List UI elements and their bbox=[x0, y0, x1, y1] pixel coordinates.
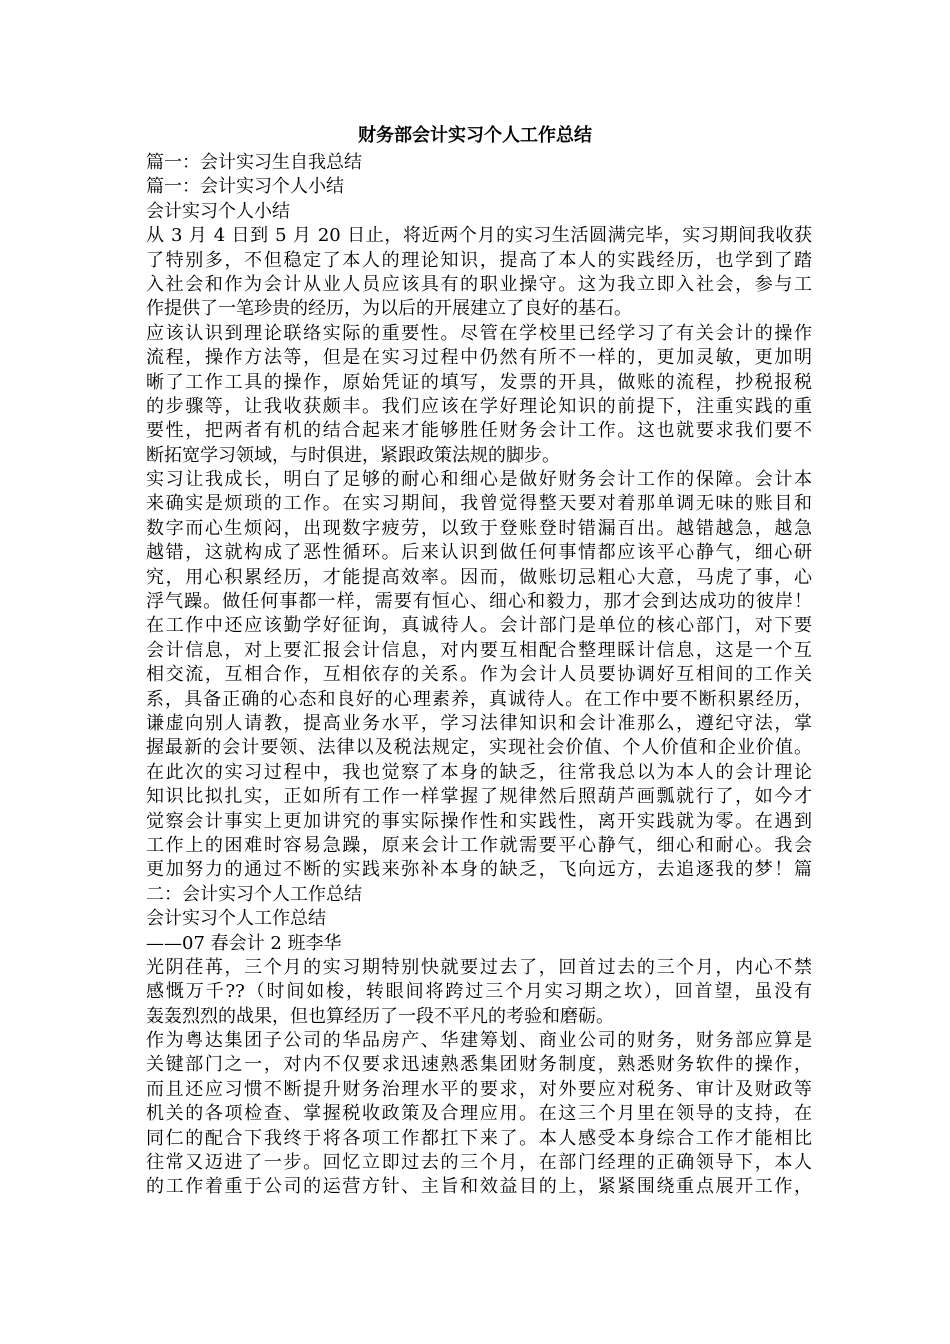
body-text-line: 入社会和作为会计从业人员应该具有的职业操守。这为我立即入社会，参与工 bbox=[146, 273, 812, 295]
body-text-line: 晰了工作工具的操作，原始凭证的填写，发票的开具，做账的流程，抄税报税 bbox=[146, 371, 812, 393]
body-text-line: 光阴荏苒，三个月的实习期特别快就要过去了，回首过去的三个月，内心不禁 bbox=[146, 956, 812, 978]
body-text-line: 知识比拟扎实，正如所有工作一样掌握了规律然后照葫芦画瓢就行了，如今才 bbox=[146, 786, 812, 808]
body-text-line: 从 3 月 4 日到 5 月 20 日止，将近两个月的实习生活圆满完毕，实习期间我收获 bbox=[146, 225, 812, 247]
body-text-line: 二：会计实习个人工作总结 bbox=[146, 883, 362, 905]
body-text-line: ——07 春会计 2 班李华 bbox=[146, 932, 342, 954]
body-text-line: 往常又迈进了一步。回忆立即过去的三个月，在部门经理的正确领导下，本人 bbox=[146, 1152, 812, 1174]
body-text-line: 应该认识到理论联络实际的重要性。尽管在学校里已经学习了有关会计的操作 bbox=[146, 322, 812, 344]
body-text-line: 究，用心积累经历，才能提高效率。因而，做账切忌粗心大意，马虎了事，心 bbox=[146, 566, 812, 588]
document-title: 财务部会计实习个人工作总结 bbox=[358, 125, 592, 146]
body-text-line: 而且还应习惯不断提升财务治理水平的要求，对外要应对税务、审计及财政等 bbox=[146, 1078, 812, 1100]
body-text-line: 数字而心生烦闷，出现数字疲劳，以致于登账登时错漏百出。越错越急，越急 bbox=[146, 517, 812, 539]
body-text-line: 了特别多，不但稳定了本人的理论知识，提高了本人的实践经历，也学到了踏 bbox=[146, 249, 812, 271]
body-text-line: 作为粤达集团子公司的华品房产、华建筹划、商业公司的财务，财务部应算是 bbox=[146, 1030, 812, 1052]
body-text-line: 感慨万千??（时间如梭，转眼间将跨过三个月实习期之坎），回首望，虽没有 bbox=[146, 981, 812, 1003]
body-text-line: 轰轰烈烈的战果，但也算经历了一段不平凡的考验和磨砺。 bbox=[146, 1005, 614, 1027]
body-text-line: 在工作中还应该勤学好征询，真诚待人。会计部门是单位的核心部门，对下要 bbox=[146, 615, 812, 637]
body-text-line: 实习让我成长，明白了足够的耐心和细心是做好财务会计工作的保障。会计本 bbox=[146, 469, 812, 491]
body-text-line: 篇一：会计实习生自我总结 bbox=[146, 152, 362, 173]
body-text-line: 觉察会计事实上更加讲究的事实际操作性和实践性，离开实践就为零。在遇到 bbox=[146, 810, 812, 832]
body-text-line: 作提供了一笔珍贵的经历，为以后的开展建立了良好的基石。 bbox=[146, 298, 632, 320]
body-text-line: 浮气躁。做任何事都一样，需要有恒心、细心和毅力，那才会到达成功的彼岸！ bbox=[146, 591, 812, 613]
body-text-line: 流程，操作方法等，但是在实习过程中仍然有所不一样的，更加灵敏，更加明 bbox=[146, 347, 812, 369]
body-text-line: 会计信息，对上要汇报会计信息，对内要互相配合整理睬计信息，这是一个互 bbox=[146, 639, 812, 661]
body-text-line: 断拓宽学习领域，与时俱进，紧跟政策法规的脚步。 bbox=[146, 444, 560, 466]
body-text-line: 的工作着重于公司的运营方针、主旨和效益目的上，紧紧围绕重点展开工作， bbox=[146, 1176, 812, 1198]
body-text-line: 更加努力的通过不断的实践来弥补本身的缺乏，飞向远方，去追逐我的梦！篇 bbox=[146, 859, 812, 881]
body-text-line: 篇一：会计实习个人小结 bbox=[146, 176, 344, 198]
body-text-line: 谦虚向别人请教，提高业务水平，学习法律知识和会计准那么，遵纪守法，掌 bbox=[146, 712, 812, 734]
body-text-line: 会计实习个人工作总结 bbox=[146, 908, 326, 930]
body-text-line: 在此次的实习过程中，我也觉察了本身的缺乏，往常我总以为本人的会计理论 bbox=[146, 761, 812, 783]
body-text-line: 相交流，互相合作，互相依存的关系。作为会计人员要协调好互相间的工作关 bbox=[146, 664, 812, 686]
body-text-line: 工作上的困难时容易急躁，原来会计工作就需要平心静气，细心和耐心。我会 bbox=[146, 834, 812, 856]
body-text-line: 握最新的会计要领、法律以及税法规定，实现社会价值、个人价值和企业价值。 bbox=[146, 737, 812, 759]
body-text-line: 的步骤等，让我收获颇丰。我们应该在学好理论知识的前提下，注重实践的重 bbox=[146, 395, 812, 417]
body-text-line: 会计实习个人小结 bbox=[146, 200, 290, 222]
body-text-line: 机关的各项检查、掌握税收政策及合理应用。在这三个月里在领导的支持，在 bbox=[146, 1103, 812, 1125]
body-text-line: 同仁的配合下我终于将各项工作都扛下来了。本人感受本身综合工作才能相比 bbox=[146, 1127, 812, 1149]
body-text-line: 系，具备正确的心态和良好的心理素养，真诚待人。在工作中要不断积累经历， bbox=[146, 688, 812, 710]
body-text-line: 越错，这就构成了恶性循环。后来认识到做任何事情都应该平心静气，细心研 bbox=[146, 542, 812, 564]
document-body bbox=[146, 151, 812, 1200]
body-text-line: 关键部门之一，对内不仅要求迅速熟悉集团财务制度，熟悉财务软件的操作， bbox=[146, 1054, 812, 1076]
body-text-line: 要性，把两者有机的结合起来才能够胜任财务会计工作。这也就要求我们要不 bbox=[146, 420, 812, 442]
body-text-line: 来确实是烦琐的工作。在实习期间，我曾觉得整天要对着那单调无味的账目和 bbox=[146, 493, 812, 515]
